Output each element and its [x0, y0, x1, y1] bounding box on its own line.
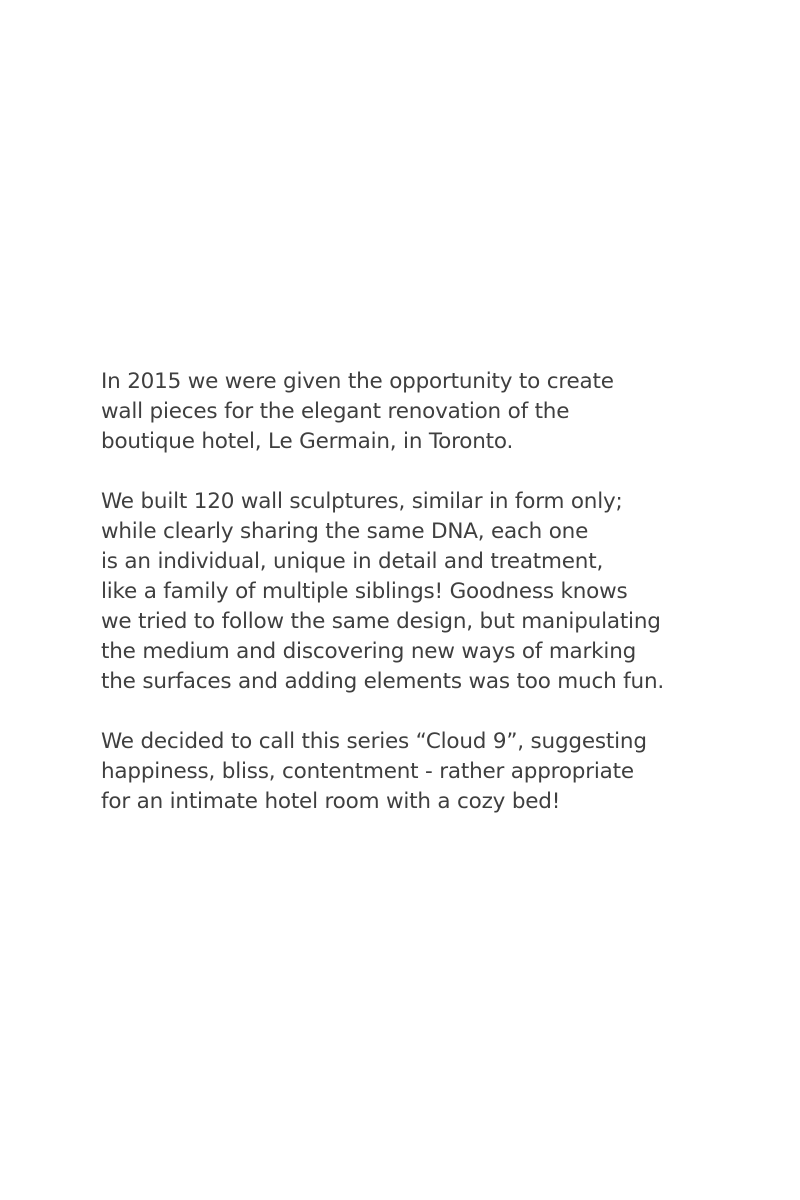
paragraph-sculptures [101, 487, 781, 697]
text-line: the medium and discovering new ways of marking [101, 639, 637, 664]
text-line: We built 120 wall sculptures, similar in form only; [101, 489, 623, 514]
text-line: boutique hotel, Le Germain, in Toronto. [101, 429, 514, 454]
paragraph-intro [101, 367, 781, 457]
text-line: we tried to follow the same design, but manipulating [101, 609, 661, 634]
text-line: while clearly sharing the same DNA, each one [101, 519, 589, 544]
text-line: We decided to call this series “Cloud 9”, suggesting [101, 729, 647, 754]
text-line: for an intimate hotel room with a cozy bed! [101, 789, 561, 814]
text-line: the surfaces and adding elements was too much fun. [101, 669, 665, 694]
text-line: like a family of multiple siblings! Goodness knows [101, 579, 628, 604]
paragraph-series-name [101, 727, 781, 817]
body-text [101, 367, 781, 817]
text-line: wall pieces for the elegant renovation of the [101, 399, 570, 424]
text-line: In 2015 we were given the opportunity to create [101, 369, 614, 394]
text-line: happiness, bliss, contentment - rather appropriate [101, 759, 634, 784]
text-line: is an individual, unique in detail and treatment, [101, 549, 604, 574]
